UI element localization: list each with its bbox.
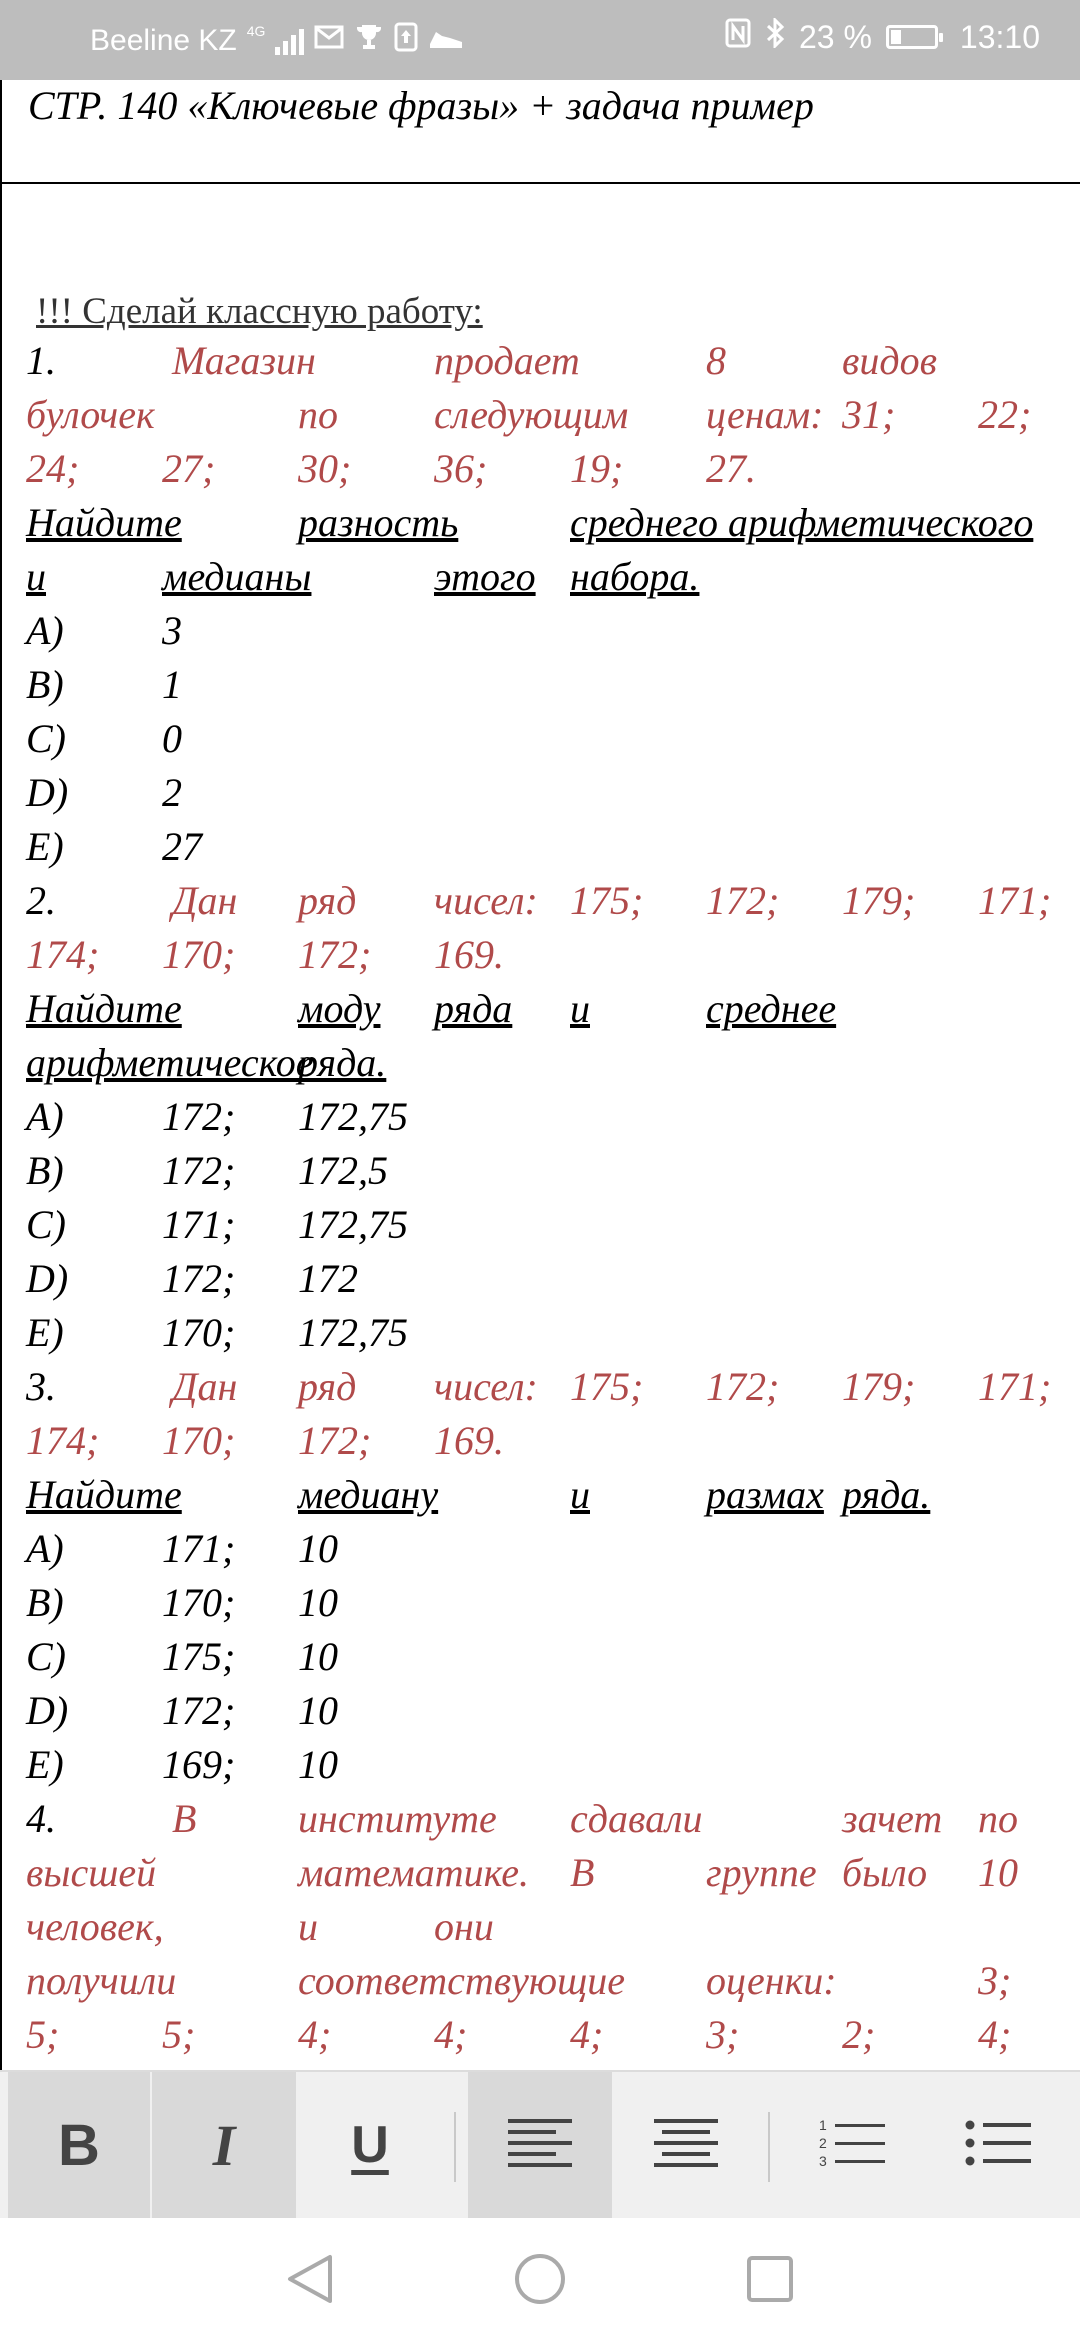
document-word: ценам: <box>706 392 824 437</box>
document-word: по <box>298 392 338 437</box>
document-word: C) <box>26 716 66 761</box>
underline-icon: U <box>351 2116 389 2174</box>
document-word: 3. <box>26 1364 56 1409</box>
document-word: 8 <box>706 338 726 383</box>
document-word: зачет <box>842 1796 943 1841</box>
battery-level <box>891 30 901 44</box>
document-word: 4; <box>434 2012 468 2057</box>
document-word: получили <box>26 1958 177 2003</box>
classwork-title: !!! Сделай классную работу: <box>36 291 483 332</box>
home-icon <box>514 2253 566 2305</box>
document-word: арифметическое <box>26 1040 314 1085</box>
document-word: A) <box>26 1526 64 1571</box>
document-word: В <box>172 1796 197 1841</box>
battery-icon <box>886 25 938 49</box>
document-word: 175; <box>570 1364 644 1409</box>
battery-percent: 23 % <box>798 18 872 55</box>
document-word: 36; <box>434 446 488 491</box>
back-icon <box>286 2253 334 2305</box>
network-type: 4G <box>246 23 266 39</box>
align-left-button[interactable] <box>468 2072 612 2218</box>
document-word: 172; <box>162 1094 236 1139</box>
document-word: набора. <box>570 554 700 599</box>
document-word: 170; <box>162 1418 236 1463</box>
document-word: 5; <box>162 2012 196 2057</box>
numbered-list-button[interactable] <box>780 2072 924 2218</box>
document-word: 174; <box>26 1418 100 1463</box>
document-word: A) <box>26 1094 64 1139</box>
svg-text:2: 2 <box>819 2134 827 2151</box>
document-word: 170; <box>162 932 236 977</box>
document-word: E) <box>26 824 64 869</box>
document-word: 24; <box>26 446 80 491</box>
document-word: 27; <box>162 446 216 491</box>
document-word: 172,75 <box>298 1202 408 1247</box>
document-word: 172; <box>162 1256 236 1301</box>
document-word: булочек <box>26 392 155 437</box>
document-word: A) <box>26 608 64 653</box>
document-word: D) <box>26 770 69 815</box>
document-word: ряд <box>298 1364 357 1409</box>
align-center-icon <box>654 2119 718 2172</box>
carrier-name: Beeline KZ <box>90 24 237 57</box>
upload-icon <box>394 22 418 60</box>
document-word: 10 <box>298 1634 338 1679</box>
document-word: 172; <box>706 1364 780 1409</box>
status-left <box>90 22 464 60</box>
document-word: 172 <box>298 1256 358 1301</box>
document-word: E) <box>26 1742 64 1787</box>
document-word: 3 <box>162 608 182 653</box>
document-word: D) <box>26 1688 69 1733</box>
document-word: Магазин <box>172 338 316 383</box>
document-word: 1 <box>162 662 182 707</box>
document-word: и <box>570 1472 590 1517</box>
document-word: 10 <box>978 1850 1018 1895</box>
document-word: 10 <box>298 1526 338 1571</box>
recents-button[interactable] <box>735 2244 805 2314</box>
document-word: 169. <box>434 932 504 977</box>
document-word: E) <box>26 1310 64 1355</box>
document-word: 171; <box>162 1526 236 1571</box>
shoe-icon <box>428 24 464 58</box>
format-toolbar <box>0 2070 1080 2218</box>
document-word: человек, <box>26 1904 164 1949</box>
svg-text:1: 1 <box>819 2117 827 2133</box>
document-word: Дан <box>172 878 238 923</box>
document-word: было <box>842 1850 928 1895</box>
document-word: 27 <box>162 824 202 869</box>
document-word: по <box>978 1796 1018 1841</box>
underline-button[interactable] <box>298 2072 442 2218</box>
document-word: 1. <box>26 338 56 383</box>
svg-text:3: 3 <box>819 2152 827 2168</box>
document-word: 172; <box>162 1148 236 1193</box>
document-word: 172,5 <box>298 1148 388 1193</box>
document-word: B) <box>26 662 64 707</box>
document-word: чисел: <box>434 1364 538 1409</box>
document-word: 4; <box>298 2012 332 2057</box>
document-word: оценки: <box>706 1958 837 2003</box>
home-button[interactable] <box>505 2244 575 2314</box>
document-word: 174; <box>26 932 100 977</box>
document-word: сдавали <box>570 1796 703 1841</box>
document-word: 10 <box>298 1742 338 1787</box>
document-word: C) <box>26 1634 66 1679</box>
document-word: 169. <box>434 1418 504 1463</box>
document-word: 19; <box>570 446 624 491</box>
status-right <box>725 18 1040 56</box>
document-word: 3; <box>706 2012 740 2057</box>
document-word: 4; <box>570 2012 604 2057</box>
document-word: ряда <box>434 986 513 1031</box>
document-word: 3; <box>978 1958 1012 2003</box>
document-word: 30; <box>298 446 352 491</box>
document-word: 169; <box>162 1742 236 1787</box>
document-word: B) <box>26 1580 64 1625</box>
document-word: 175; <box>162 1634 236 1679</box>
document-word: В <box>570 1850 595 1895</box>
document-word: ряд <box>298 878 357 923</box>
document-word: 27. <box>706 446 756 491</box>
document-canvas[interactable] <box>0 80 1080 2070</box>
bold-button[interactable] <box>8 2072 150 2218</box>
document-word: видов <box>842 338 937 383</box>
navigation-bar <box>0 2218 1080 2340</box>
document-word: 5; <box>26 2012 60 2057</box>
document-word: высшей <box>26 1850 157 1895</box>
document-word: 0 <box>162 716 182 761</box>
document-word: 10 <box>298 1688 338 1733</box>
status-bar <box>0 0 1080 80</box>
document-word: 172; <box>298 1418 372 1463</box>
document-word: D) <box>26 1256 69 1301</box>
document-word: 175; <box>570 878 644 923</box>
document-word: 172; <box>706 878 780 923</box>
document-word: Найдите <box>26 986 182 1031</box>
document-word: 171; <box>978 1364 1052 1409</box>
italic-button[interactable] <box>152 2072 296 2218</box>
document-word: следующим <box>434 392 629 437</box>
document-word: 2 <box>162 770 182 815</box>
document-word: институте <box>298 1796 497 1841</box>
document-word: B) <box>26 1148 64 1193</box>
document-word: 179; <box>842 878 916 923</box>
align-left-icon <box>508 2119 572 2172</box>
clock: 13:10 <box>959 18 1040 55</box>
document-word: группе <box>706 1850 817 1895</box>
document-word: Найдите <box>26 500 182 545</box>
document-word: продает <box>434 338 580 383</box>
numbered-list-icon <box>819 2118 885 2173</box>
document-word: они <box>434 1904 494 1949</box>
document-word: 10 <box>298 1580 338 1625</box>
document-word: 172,75 <box>298 1094 408 1139</box>
italic-icon: I <box>212 2112 236 2178</box>
document-word: соответствующие <box>298 1958 626 2003</box>
toolbar-divider <box>454 2112 456 2182</box>
document-word: медиану <box>298 1472 439 1517</box>
document-word: 170; <box>162 1310 236 1355</box>
document-word: 2. <box>26 878 56 923</box>
document-word: размах <box>706 1472 824 1517</box>
document-word: 179; <box>842 1364 916 1409</box>
bullet-list-icon <box>965 2120 1031 2171</box>
align-center-button[interactable] <box>614 2072 758 2218</box>
recents-icon <box>746 2255 794 2303</box>
table-border <box>0 182 1080 184</box>
document-word: 171; <box>978 878 1052 923</box>
document-word: C) <box>26 1202 66 1247</box>
document-word: медианы <box>162 554 312 599</box>
trophy-icon <box>354 22 384 60</box>
page-border <box>0 80 2 2070</box>
document-word: среднее <box>706 986 837 1031</box>
nfc-icon <box>725 18 751 56</box>
document-word: ряда. <box>298 1040 387 1085</box>
document-word: 22; <box>978 392 1032 437</box>
document-word: Найдите <box>26 1472 182 1517</box>
mail-icon <box>314 24 344 58</box>
bullet-list-button[interactable] <box>926 2072 1070 2218</box>
signal-icon <box>275 27 304 55</box>
document-word: среднего арифметического <box>570 500 1034 545</box>
document-word: ряда. <box>842 1472 931 1517</box>
document-word: 4. <box>26 1796 56 1841</box>
document-word: 2; <box>842 2012 876 2057</box>
document-word: моду <box>298 986 381 1031</box>
document-word: и <box>298 1904 318 1949</box>
bold-icon: B <box>58 2112 100 2178</box>
document-word: 31; <box>842 392 896 437</box>
document-word: 172; <box>162 1688 236 1733</box>
document-word: и <box>570 986 590 1031</box>
document-word: 170; <box>162 1580 236 1625</box>
document-word: и <box>26 554 46 599</box>
document-word: разность <box>298 500 459 545</box>
document-word: Дан <box>172 1364 238 1409</box>
document-word: 172; <box>298 932 372 977</box>
toolbar-divider <box>768 2112 770 2182</box>
document-word: этого <box>434 554 536 599</box>
page-heading: СТР. 140 «Ключевые фразы» + задача пример <box>28 83 814 128</box>
document-word: чисел: <box>434 878 538 923</box>
document-word: 4; <box>978 2012 1012 2057</box>
bluetooth-icon <box>765 18 785 56</box>
document-word: 171; <box>162 1202 236 1247</box>
back-button[interactable] <box>275 2244 345 2314</box>
document-word: математике. <box>298 1850 530 1895</box>
document-word: 172,75 <box>298 1310 408 1355</box>
